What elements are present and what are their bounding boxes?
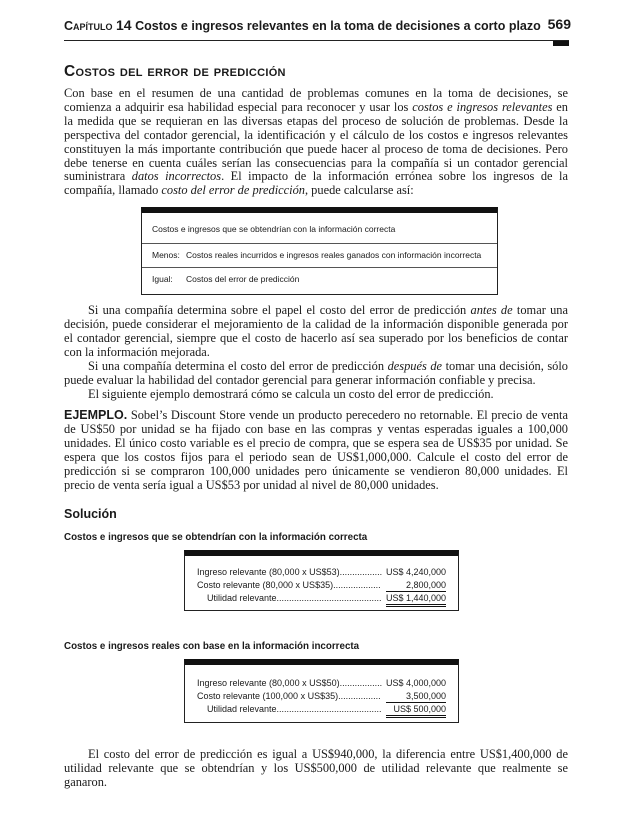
intro-paragraph: Con base en el resumen de una cantidad de problemas comunes en la toma de decisiones, se comienza a adquirir esa habilidad especial para reconocer y usar los costos e ingresos relevantes en la medida que se requieran en las diversas etapas del proceso de solución de problemas. Desde la perspectiva del contador gerencial, la identificación y el cálculo de los costos e ingresos relevantes constituyen la más importante contribución que puede hacer al proceso de toma de decisiones. Pero debe tenerse en cuenta cuáles serían las consecuencias para la compañía si un contador gerencial suministrara datos incorrectos. El impacto de la información errónea sobre los ingresos de la compañía, llamado costo del error de predicción, puede calcularse así:: [64, 86, 568, 198]
term-prediction-error-cost: costo del error de predicción: [161, 183, 305, 198]
chapter-label: [64, 17, 541, 33]
example-label: EJEMPLO.: [64, 408, 128, 422]
formula-divider: [142, 267, 497, 268]
paragraph-example-intro: El siguiente ejemplo demostrará cómo se calcula un costo del error de predicción.: [88, 387, 494, 401]
formula-divider: [142, 243, 497, 244]
header-rule: [64, 40, 569, 41]
formula-row-equals: Igual: Costos del error de predicción: [152, 274, 300, 284]
correct-info-heading: Costos e ingresos que se obtendrían con la información correcta: [64, 532, 368, 543]
term-relevant-costs: costos e ingresos relevantes: [412, 99, 553, 114]
example-paragraph: EJEMPLO. Sobel’s Discount Store vende un producto perecedero no retornable. El precio de venta de US$50 por unidad se ha fijado con base en las compras y ventas esperadas iguales a 100,000 unidades. El único costo variable es el precio de compra, que se espera sea de US$35 por unidad. Se espera que los costos fijos para el periodo sean de US$1,000,000. Calcule el costo del error de predicción si se compraron 100,000 unidades pero únicamente se vendieron 80,000 unidades. El precio de venta sería igual a US$53 por unidad al nivel de 80,000 unidades.: [64, 408, 568, 492]
table-correct-info: Ingreso relevante (80,000 x US$53)................. US$ 4,240,000 Costo relevante (80,000 x US$35)................... 2,800,000 Utilidad relevante.......................................... US$ 1,440,000: [184, 550, 459, 611]
incorrect-info-heading: Costos e ingresos reales con base en la información incorrecta: [64, 641, 360, 652]
chapter-title: Costos e ingresos relevantes en la toma de decisiones a corto plazo: [135, 19, 541, 33]
term-after: después de: [387, 359, 443, 373]
solution-heading: Solución: [64, 507, 117, 521]
table-incorrect-info: Ingreso relevante (80,000 x US$50)................. US$ 4,000,000 Costo relevante (100,000 x US$35)................. 3,500,000 Utilidad relevante.......................................... US$ 500,000: [184, 659, 459, 723]
running-header: [64, 17, 571, 35]
formula-row-minus: Menos: Costos reales incurridos e ingresos reales ganados con información incorrecta: [152, 250, 482, 260]
conclusion-paragraph: El costo del error de predicción es igual a US$940,000, la diferencia entre US$1,400,000 de utilidad relevante que se obtendrían y los US$500,000 de utilidad relevante que realmente se ganaron.: [64, 747, 568, 789]
term-incorrect-data: datos incorrectos: [131, 169, 222, 184]
prediction-error-formula-box: [141, 207, 498, 295]
term-before: antes de: [470, 303, 513, 317]
paragraph-after-decision: Si una compañía determina el costo del error de predicción después de tomar una decisión, sólo puede evaluar la habilidad del contador gerencial para generar información confiable y precisa.: [64, 359, 568, 387]
paragraph-before-decision: Si una compañía determina sobre el papel el costo del error de predicción antes de tomar una decisión, puede considerar el mejoramiento de la calidad de la información disponible generada por el contador gerencial, siempre que el costo de hacerlo así sea superado por los beneficios de contar con la información mejorada.: [64, 303, 568, 359]
header-marker: [553, 41, 569, 46]
page-number: 569: [547, 16, 571, 32]
section-title: Costos del error de predicción: [64, 63, 286, 80]
chapter-word: Capítulo: [64, 19, 113, 33]
formula-row-correct: Costos e ingresos que se obtendrían con la información correcta: [152, 224, 396, 234]
chapter-number: 14: [116, 17, 132, 33]
